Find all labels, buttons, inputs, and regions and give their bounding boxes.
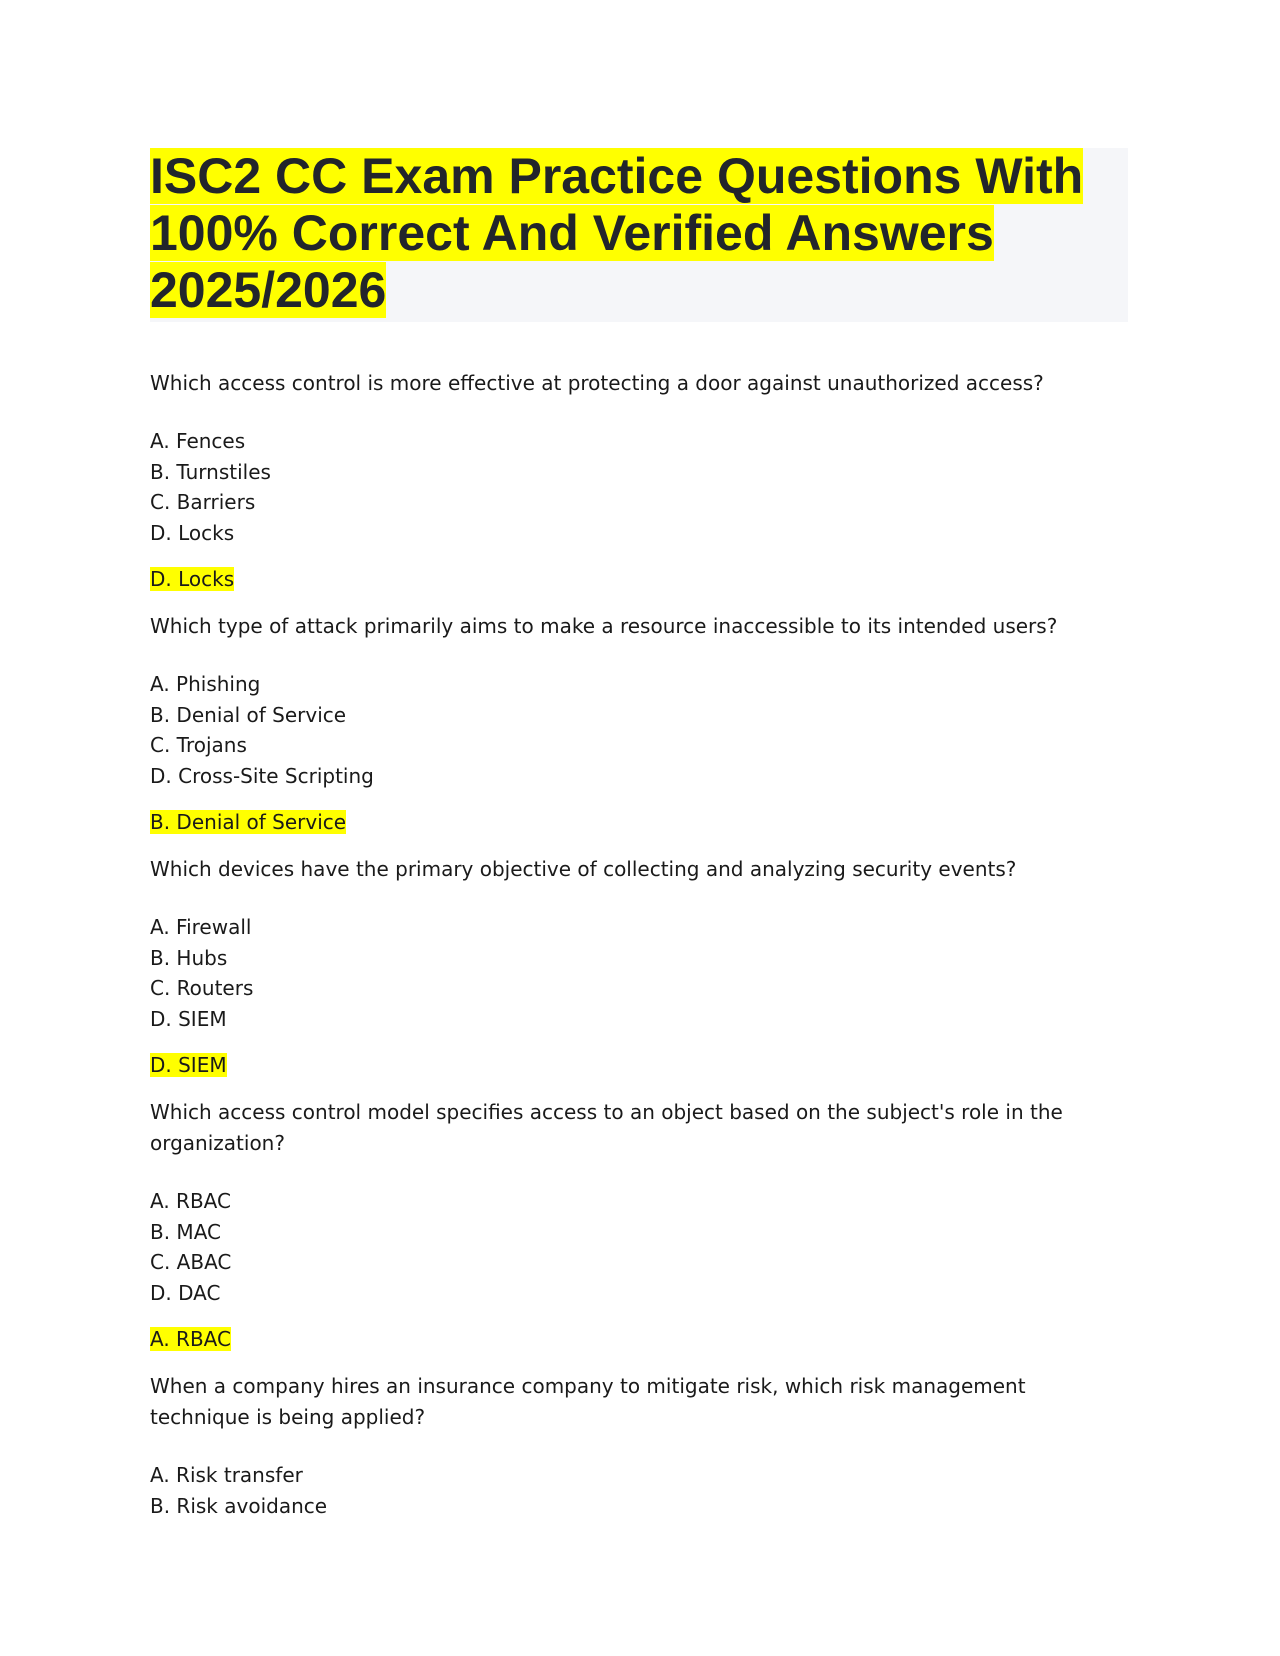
option-item: B. Hubs: [150, 945, 228, 970]
question-block-5: [150, 1371, 1128, 1521]
option-list: [150, 1186, 1128, 1308]
answer-highlight: D. SIEM: [150, 1053, 227, 1077]
answer-line: [150, 1324, 1128, 1355]
document-title: [150, 148, 1128, 319]
option-list: [150, 912, 1128, 1034]
question-text: Which type of attack primarily aims to make a resource inaccessible to its intended users?: [150, 614, 1058, 638]
option-list: [150, 1460, 1128, 1521]
option-item: D. DAC: [150, 1280, 221, 1305]
option-item: B. Turnstiles: [150, 459, 271, 484]
title-block: [150, 148, 1128, 322]
option-item: A. Fences: [150, 429, 246, 453]
option-item: B. MAC: [150, 1219, 221, 1244]
answer-highlight: D. Locks: [150, 567, 235, 591]
option-item: A. RBAC: [150, 1189, 231, 1213]
option-item: C. ABAC: [150, 1250, 232, 1274]
question-block-4: [150, 1097, 1128, 1355]
option-item: C. Routers: [150, 976, 254, 1000]
answer-line: [150, 1050, 1128, 1081]
option-item: A. Phishing: [150, 672, 261, 696]
option-item: D. Locks: [150, 520, 235, 545]
question-block-3: [150, 854, 1128, 1081]
question-text: Which access control model specifies access to an object based on the subject's role in the organization?: [150, 1100, 1063, 1155]
option-item: D. Cross-Site Scripting: [150, 763, 374, 788]
question-block-1: [150, 368, 1128, 595]
answer-line: [150, 807, 1128, 838]
answer-highlight: B. Denial of Service: [150, 810, 347, 834]
title-highlight: ISC2 CC Exam Practice Questions With 100% Correct And Verified Answers 2025/2026: [150, 148, 1084, 318]
answer-line: [150, 564, 1128, 595]
option-item: A. Risk transfer: [150, 1463, 303, 1487]
option-item: C. Trojans: [150, 733, 247, 757]
option-item: C. Barriers: [150, 490, 256, 514]
option-item: D. SIEM: [150, 1006, 227, 1031]
option-item: B. Risk avoidance: [150, 1493, 328, 1518]
question-block-2: [150, 611, 1128, 838]
document-page: [150, 148, 1128, 1521]
answer-highlight: A. RBAC: [150, 1327, 231, 1351]
question-text: Which devices have the primary objective of collecting and analyzing security events?: [150, 857, 1017, 881]
option-item: A. Firewall: [150, 915, 252, 939]
question-text: Which access control is more effective at protecting a door against unauthorized access?: [150, 371, 1044, 395]
option-list: [150, 669, 1128, 791]
option-list: [150, 426, 1128, 548]
question-text: When a company hires an insurance company to mitigate risk, which risk management technique is being applied?: [150, 1374, 1026, 1429]
option-item: B. Denial of Service: [150, 702, 347, 727]
